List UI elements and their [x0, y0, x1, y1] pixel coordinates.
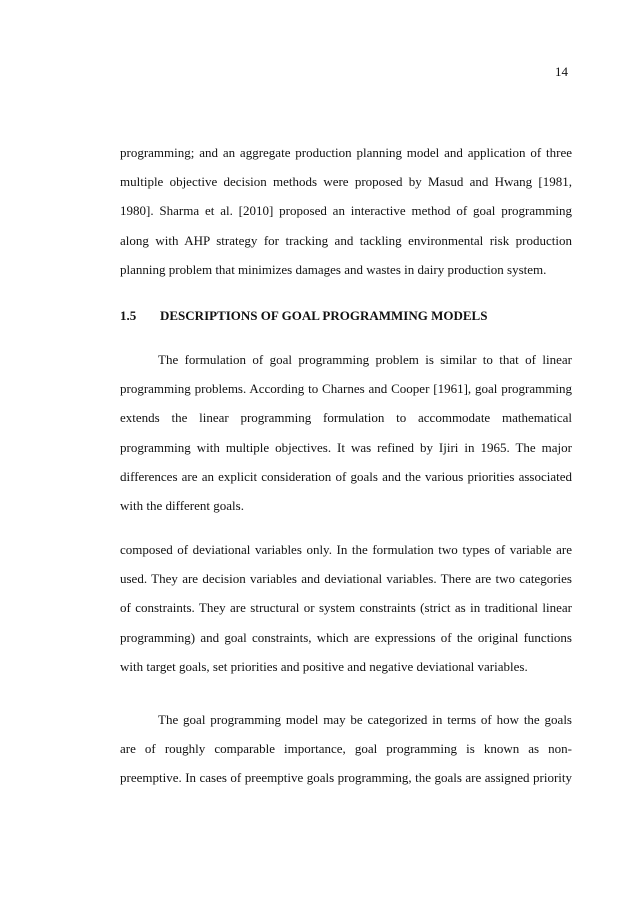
- paragraph-categorization: The goal programming model may be categorized in terms of how the goals are of roughly comparable importance, goal programming is known as non-preemptive. In cases of preemptive goals programming, the goals are assigned priority: [120, 712, 572, 786]
- paragraph-programming-history: programming; and an aggregate production planning model and application of three multiple objective decision methods were proposed by Masud and Hwang [1981, 1980]. Sharma et al. [2010] proposed an interactive method of goal programming along with AHP strategy for tracking and tackling environmental risk production planning problem that minimizes damages and wastes in dairy production system.: [120, 145, 572, 277]
- section-heading: [120, 301, 572, 330]
- section-title: DESCRIPTIONS OF GOAL PROGRAMMING MODELS: [160, 308, 488, 323]
- section-number: 1.5: [120, 308, 137, 323]
- page-number: 14: [555, 64, 568, 79]
- paragraph-formulation: The formulation of goal programming problem is similar to that of linear programming problems. According to Charnes and Cooper [1961], goal programming extends the linear programming formulation to accommodate mathematical programming with multiple objectives. It was refined by Ijiri in 1965. The major differences are an explicit consideration of goals and the various priorities associated with the different goals.: [120, 352, 572, 514]
- paragraph-deviational-variables: composed of deviational variables only. In the formulation two types of variable are used. They are decision variables and deviational variables. There are two categories of constraints. They are structural or system constraints (strict as in traditional linear programming) and goal constraints, which are expressions of the original functions with target goals, set priorities and positive and negative deviational variables.: [120, 542, 572, 674]
